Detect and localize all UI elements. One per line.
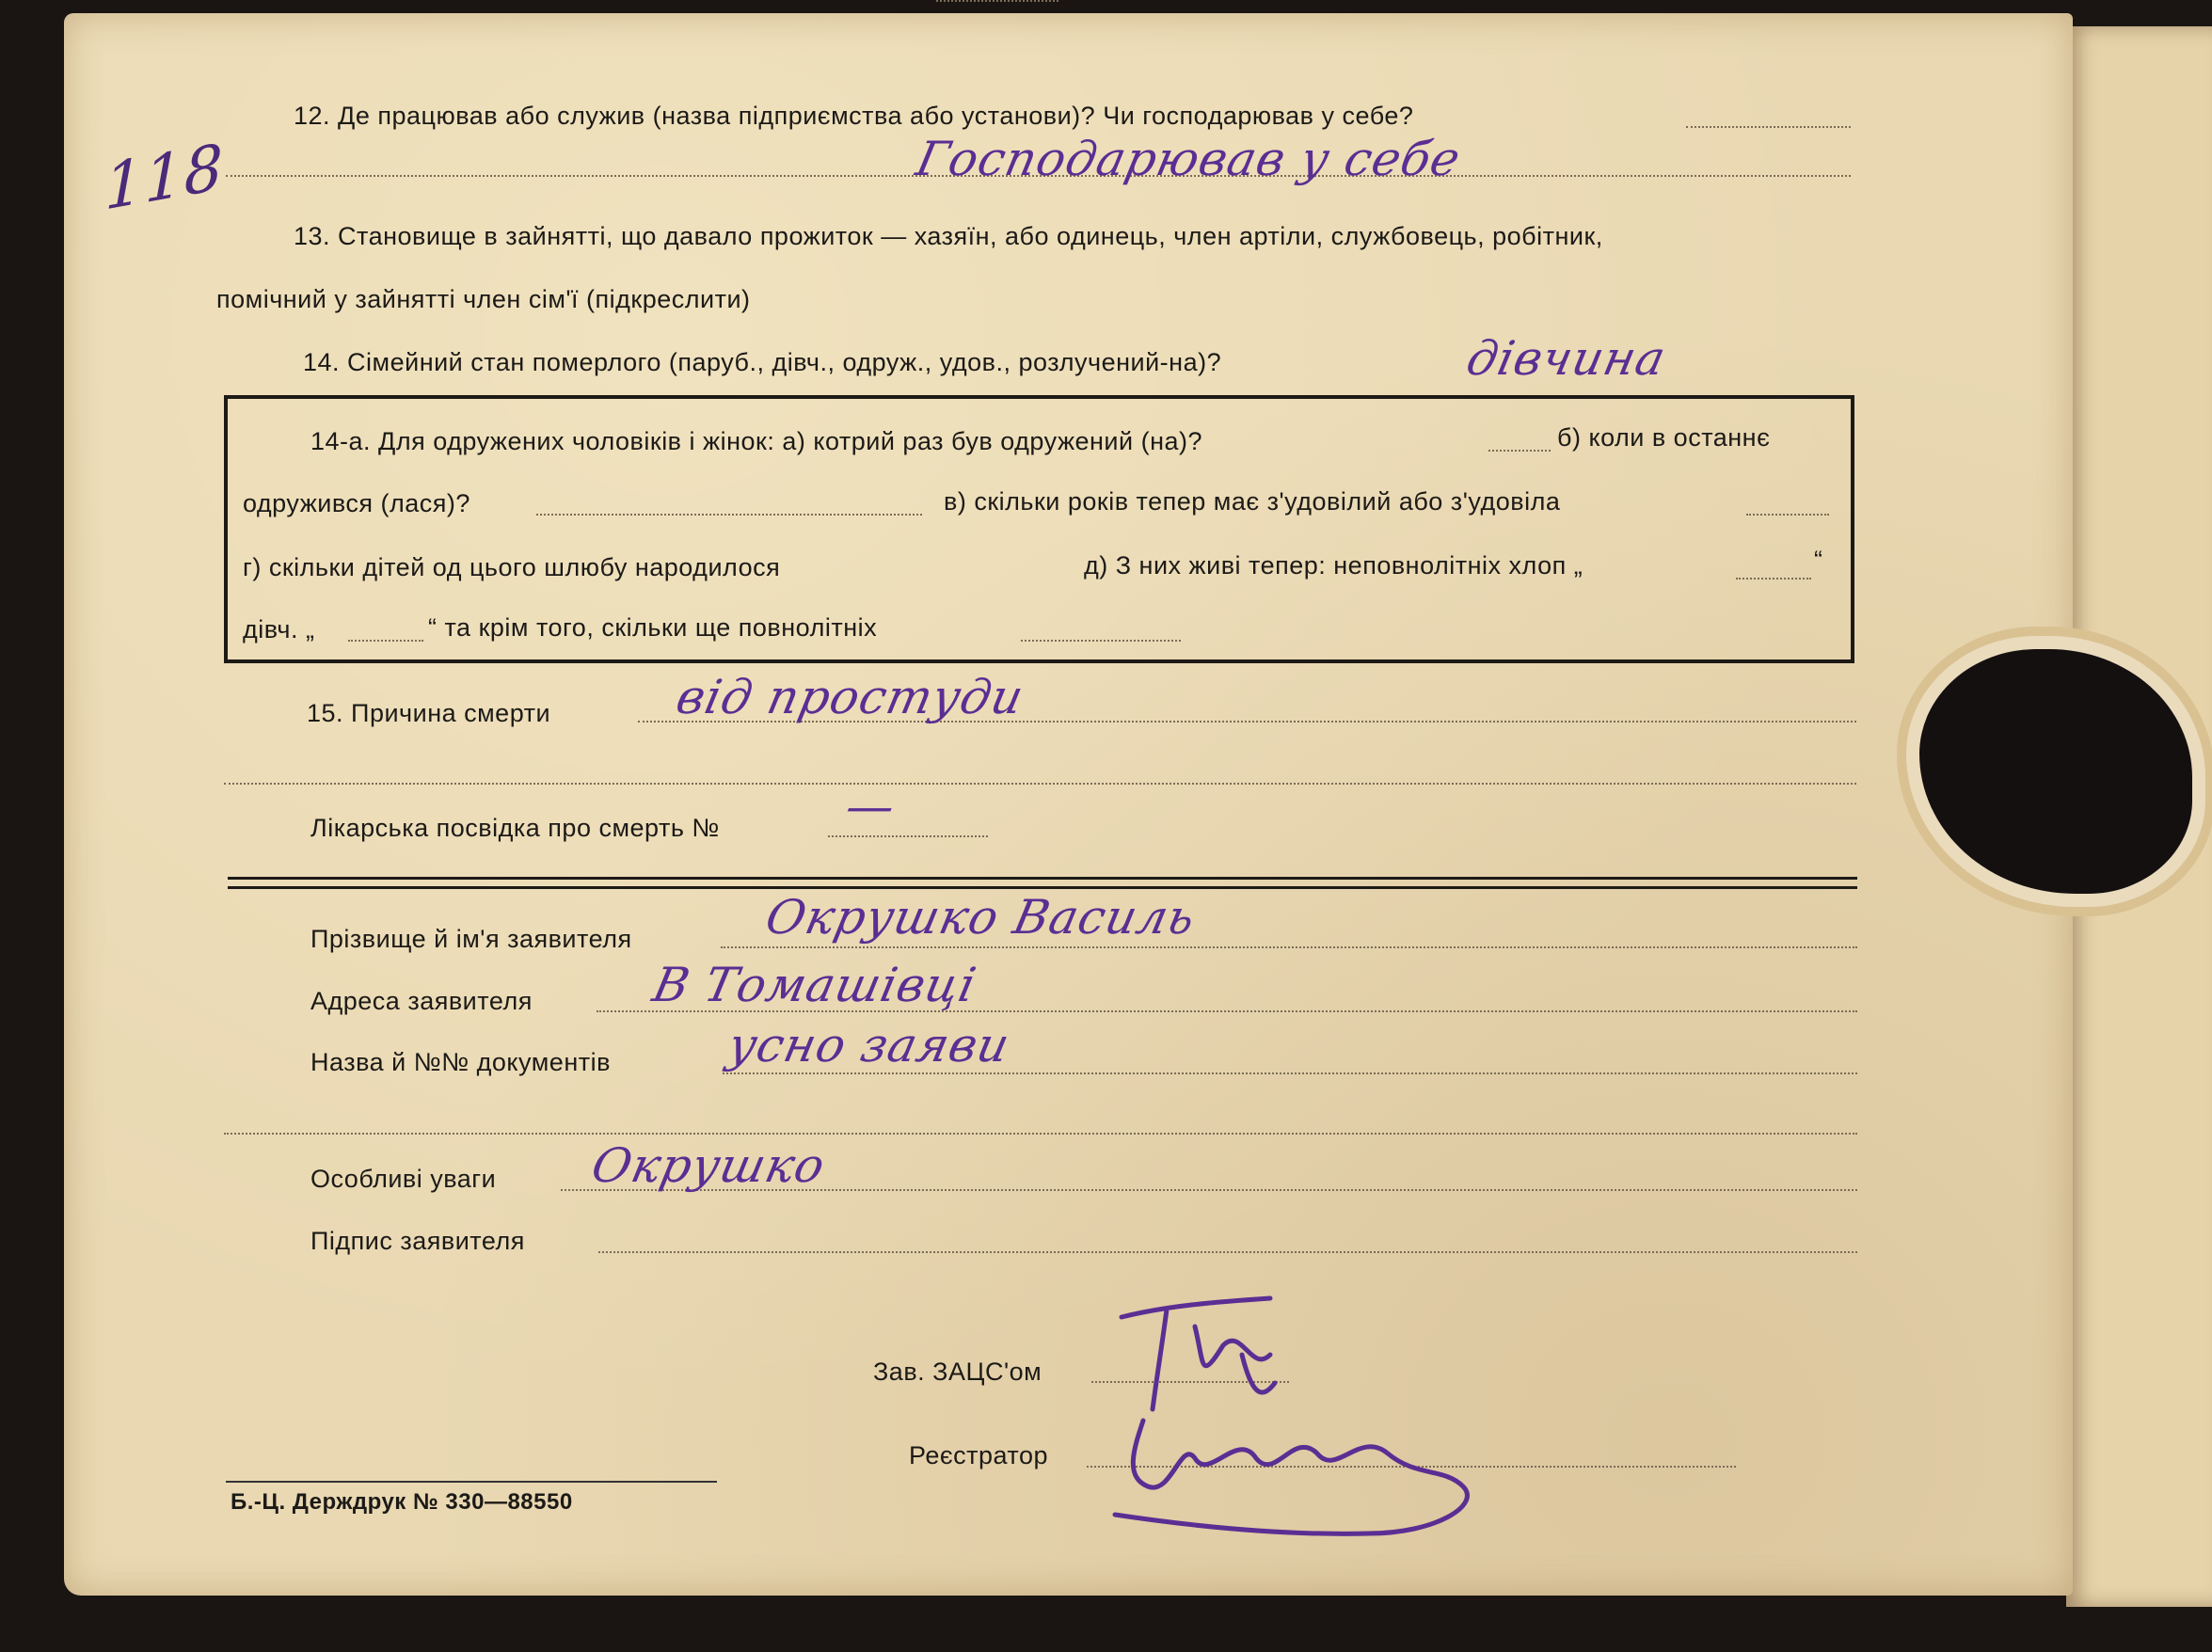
q14-label: 14. Сімейний стан померлого (паруб., дівч., одруж., удов., розлучений-на)? <box>303 348 1222 376</box>
q14a-dots-4 <box>936 0 1058 2</box>
head-label: Зав. ЗАЦС'ом <box>873 1358 1042 1386</box>
margin-note: 118 <box>103 130 225 225</box>
q14a-line2-a: одружився (лася)? <box>243 489 470 517</box>
q14a-line3-a: г) скільки дітей од цього шлюбу народилося <box>243 553 781 581</box>
section-divider-bottom <box>228 886 1857 889</box>
q15-dots-2 <box>224 783 1856 785</box>
applicant-address-value: В Томашівці <box>647 958 981 1012</box>
applicant-name-value: Окрушко Василь <box>760 890 1201 945</box>
q14a-dots-6 <box>348 640 423 642</box>
q13-line1: 13. Становище в зайнятті, що давало прожиток — хазяїн, або одинець, член артіли, службовець, робітник, <box>294 222 1603 250</box>
applicant-signature-dots <box>598 1251 1857 1253</box>
applicant-name-dots <box>721 946 1857 948</box>
registrar-signature <box>1106 1392 1501 1552</box>
medical-answer: — <box>840 779 901 834</box>
q14a-line3-c: “ <box>1814 546 1823 574</box>
medical-dots <box>828 835 988 837</box>
q14a-line3-b: д) З них живі тепер: неповнолітніх хлоп „ <box>1084 551 1583 580</box>
q14a-dots-7 <box>1021 640 1181 642</box>
applicant-address-label: Адреса заявителя <box>310 987 533 1015</box>
applicant-docs-label: Назва й №№ документів <box>310 1048 611 1076</box>
applicant-docs-dots-2 <box>224 1133 1857 1135</box>
q14-answer: дівчина <box>1461 331 1672 386</box>
applicant-name-label: Прізвище й ім'я заявителя <box>310 925 632 953</box>
q13-line2: помічний у зайнятті член сім'ї (підкреслити) <box>216 285 751 313</box>
printer-rule <box>226 1481 717 1483</box>
q14a-line4-b: “ та крім того, скільки ще повнолітніх <box>428 613 878 642</box>
applicant-notes-label: Особливі уваги <box>310 1165 497 1193</box>
q12-answer: Господарював у себе <box>911 132 1466 186</box>
q14a-dots-1 <box>1488 450 1551 452</box>
printer-imprint: Б.-Ц. Держдрук № 330—88550 <box>231 1489 573 1515</box>
q14a-dots-2 <box>536 514 922 516</box>
medical-label: Лікарська посвідка про смерть № <box>310 814 720 842</box>
applicant-docs-value: усно заяви <box>723 1018 1015 1072</box>
q14a-line2-b: в) скільки років тепер має з'удовілий або з'удовіла <box>944 487 1561 516</box>
applicant-signature-label: Підпис заявителя <box>310 1227 525 1255</box>
q14a-dots-3 <box>1746 514 1829 516</box>
q15-label: 15. Причина смерти <box>307 699 551 727</box>
q12-dots-1 <box>1686 126 1851 128</box>
q12-label: 12. Де працював або служив (назва підприємства або установи)? Чи господарював у себе? <box>294 102 1414 130</box>
section-divider-top <box>228 877 1857 880</box>
registrar-label: Реєстратор <box>909 1441 1049 1469</box>
applicant-docs-dots-1 <box>723 1072 1857 1074</box>
q14a-line1-a: 14-а. Для одружених чоловіків і жінок: а) котрий раз був одружений (на)? <box>310 427 1203 455</box>
q14a-line4-a: дівч. „ <box>243 615 315 643</box>
q14a-dots-5 <box>1736 578 1811 580</box>
q15-answer: від простуди <box>671 670 1029 724</box>
q14a-line1-b: б) коли в останнє <box>1557 423 1771 452</box>
applicant-notes-value: Окрушко <box>586 1138 831 1193</box>
